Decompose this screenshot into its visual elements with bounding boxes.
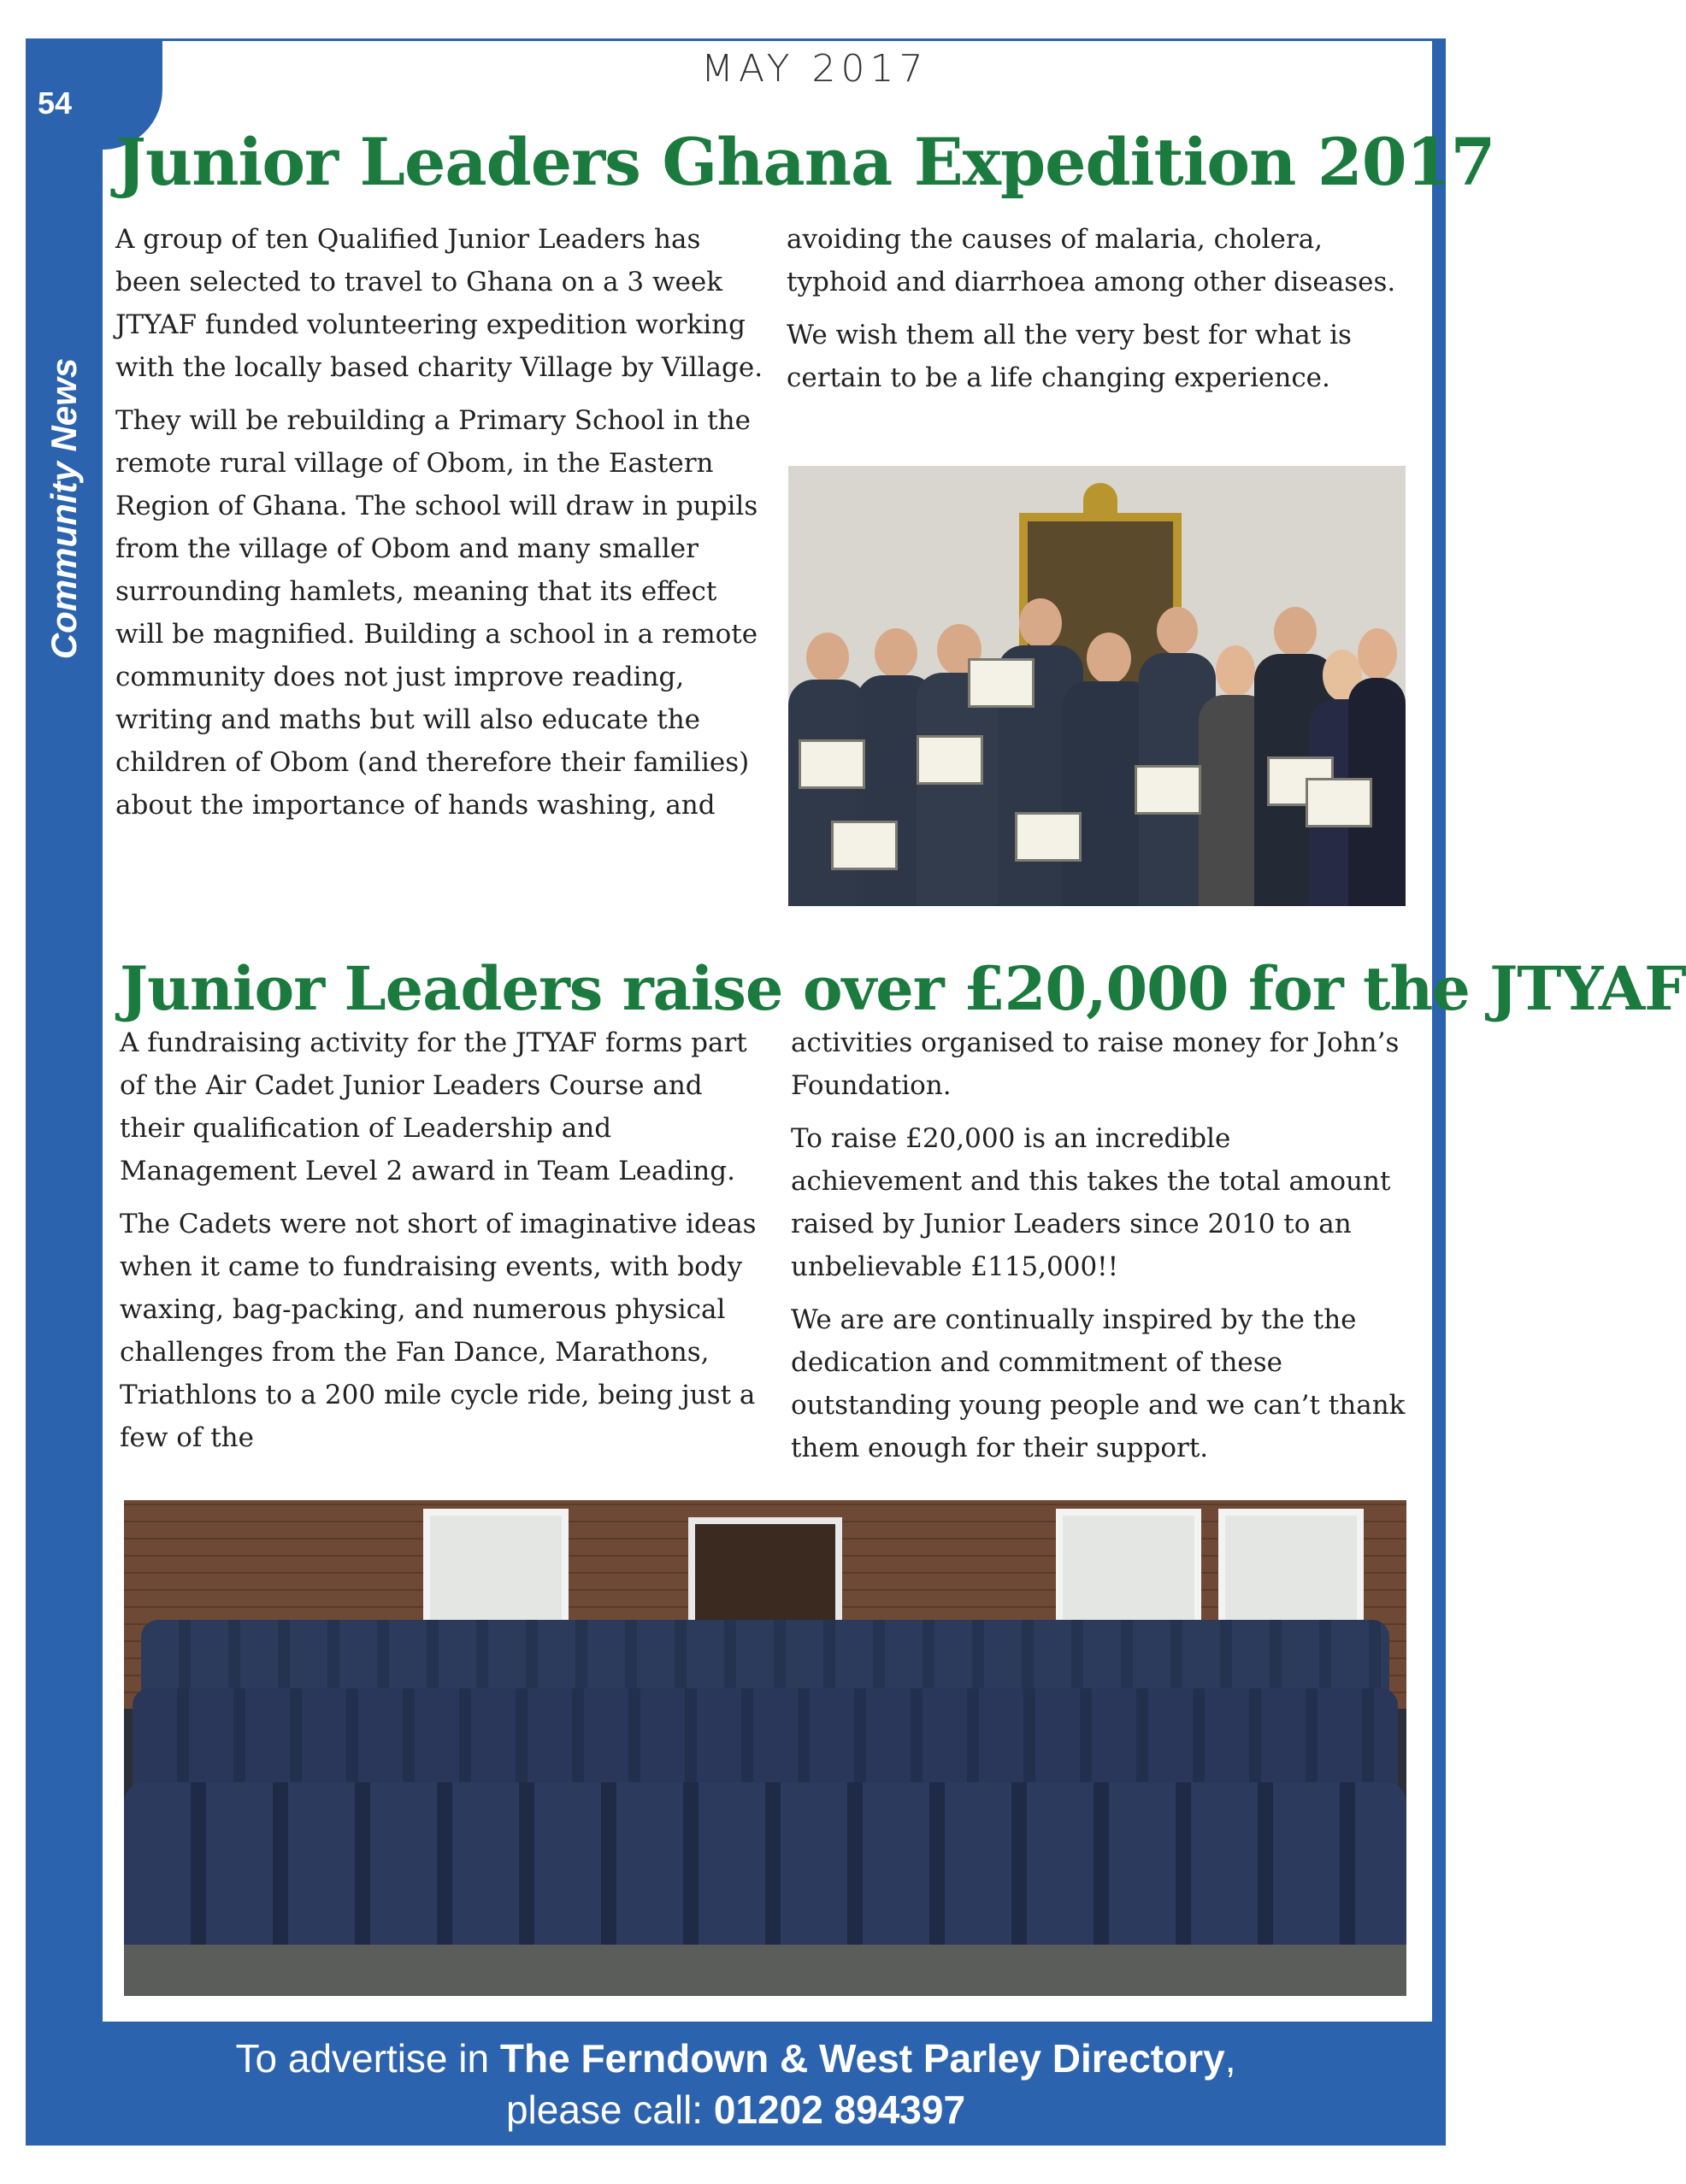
article2-column-1 bbox=[120, 1021, 769, 1469]
advert-line-1 bbox=[236, 2033, 1236, 2084]
advert-footer bbox=[26, 2022, 1446, 2146]
crest-ornament bbox=[1083, 483, 1117, 517]
certificate bbox=[799, 739, 865, 789]
page-frame-top bbox=[103, 38, 1445, 41]
article1-title: Junior Leaders Ghana Expedition 2017 bbox=[115, 124, 1495, 200]
certificate bbox=[917, 735, 983, 785]
article1-paragraph: avoiding the causes of malaria, cholera, typhoid and diarrhoea among other diseases. bbox=[787, 224, 1396, 297]
photo-person bbox=[1348, 628, 1406, 906]
photo-ground bbox=[124, 1945, 1406, 1996]
article2-paragraph: The Cadets were not short of imaginative ideas when it came to fundraising events, with body waxing, bag-packing, and numerous physical challenges from the Fan Dance, Marathons, Triathlons to a 200 mile cycle ride, being just a few of the bbox=[120, 1209, 757, 1453]
article2-title: Junior Leaders raise over £20,000 for the JTYAF bbox=[120, 953, 1686, 1024]
article2-paragraph: We are are continually inspired by the the dedication and commitment of these outstanding young people and we can’t thank them enough for their support. bbox=[791, 1304, 1406, 1463]
page-frame-right bbox=[1432, 38, 1446, 2090]
phone-number: 01202 894397 bbox=[713, 2087, 966, 2132]
certificate bbox=[1306, 778, 1372, 827]
photo-front-row bbox=[124, 1782, 1406, 1953]
article2-column-2 bbox=[791, 1021, 1406, 1480]
article1-column-1 bbox=[115, 218, 765, 837]
article2-paragraph: A fundraising activity for the JTYAF forms part of the Air Cadet Junior Leaders Course and their qualification of Leadership and Management Level 2 award in Team Leading. bbox=[120, 1027, 747, 1186]
certificate bbox=[1135, 765, 1201, 815]
article2-paragraph: To raise £20,000 is an incredible achievement and this takes the total amount raised by Junior Leaders since 2010 to an unbelievable £115,000!! bbox=[791, 1123, 1391, 1282]
section-tab bbox=[34, 312, 94, 705]
article1-column-2 bbox=[787, 218, 1402, 409]
award-group-photo bbox=[788, 466, 1406, 906]
section-label: Community News bbox=[44, 357, 85, 660]
advert-line-2 bbox=[506, 2084, 965, 2135]
advert-suffix: , bbox=[1224, 2035, 1236, 2081]
article1-paragraph: We wish them all the very best for what is certain to be a life changing experience. bbox=[787, 320, 1352, 393]
magazine-page bbox=[26, 26, 1686, 2163]
certificate bbox=[968, 658, 1035, 708]
article2-paragraph: activities organised to raise money for John’s Foundation. bbox=[791, 1027, 1400, 1101]
article1-paragraph: They will be rebuilding a Primary School in the remote rural village of Obom, in the Eastern Region of Ghana. The school will draw in pupils from the village of Obom and many smaller surrounding hamlets, meaning that its effect will be magnified. Building a school in a remote community does not just improve reading, writing and maths but will also educate the children of Obom (and therefore their families) about the importance of hands washing, and bbox=[115, 405, 758, 821]
directory-name: The Ferndown & West Parley Directory bbox=[499, 2035, 1225, 2081]
cadet-group-photo bbox=[124, 1500, 1406, 1996]
page-frame-left bbox=[26, 38, 103, 2090]
page-number: 54 bbox=[38, 85, 73, 121]
advert-call-label: please call: bbox=[505, 2087, 714, 2132]
handwritten-note: MAY 2017 bbox=[701, 47, 928, 91]
article1-paragraph: A group of ten Qualified Junior Leaders has been selected to travel to Ghana on a 3 week JTYAF funded volunteering expedition working with the locally based charity Village by Village. bbox=[115, 224, 763, 383]
certificate bbox=[1015, 812, 1082, 862]
certificate bbox=[831, 821, 898, 870]
advert-prefix: To advertise in bbox=[235, 2035, 500, 2081]
